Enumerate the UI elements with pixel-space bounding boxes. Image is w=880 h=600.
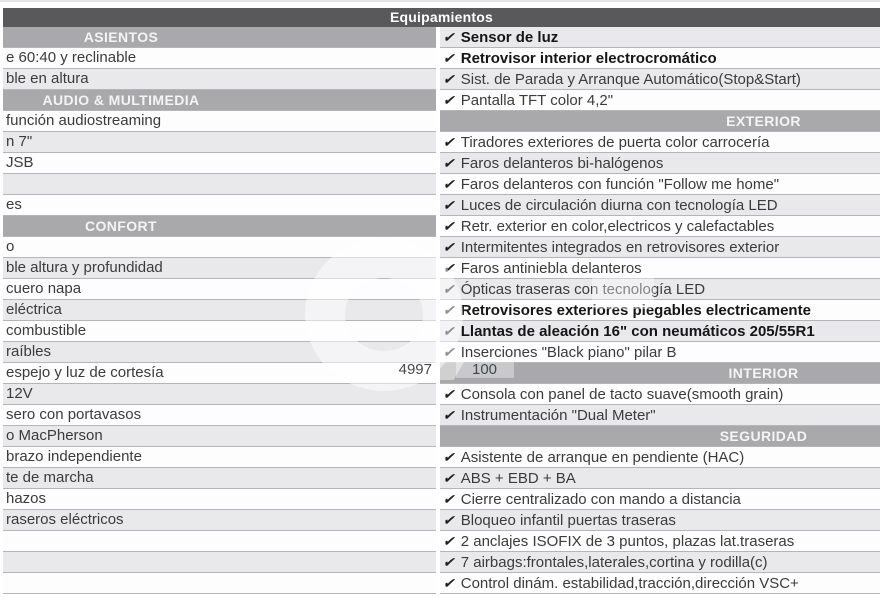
check-icon: ✔ — [442, 575, 458, 591]
feature-label: Retrovisores exteriores piegables electricamente — [460, 302, 811, 319]
feature-cell — [440, 489, 880, 510]
table-row — [3, 300, 880, 321]
feature-cell — [3, 489, 436, 510]
table-row — [3, 573, 880, 594]
check-icon: ✔ — [442, 92, 458, 108]
table-row — [3, 468, 880, 489]
feature-label: Cierre centralizado con mando a distancia — [460, 491, 741, 508]
check-icon: ✔ — [442, 470, 458, 486]
table-row — [3, 405, 880, 426]
table-row — [3, 216, 880, 237]
table-row — [3, 132, 880, 153]
feature-label: 12V — [6, 385, 33, 402]
feature-cell — [3, 384, 436, 405]
check-icon: ✔ — [442, 176, 458, 192]
feature-label: hazos — [6, 490, 47, 507]
check-icon: ✔ — [442, 323, 458, 339]
feature-cell — [440, 510, 880, 531]
feature-label: Sensor de luz — [460, 29, 559, 46]
feature-label: o — [6, 238, 15, 255]
check-icon: ✔ — [442, 218, 458, 234]
feature-label: 2 anclajes ISOFIX de 3 puntos, plazas lat.traseras — [460, 533, 795, 550]
feature-cell — [3, 573, 436, 594]
check-icon: ✔ — [442, 281, 458, 297]
check-icon: ✔ — [442, 134, 458, 150]
feature-cell — [3, 48, 436, 69]
feature-label: combustible — [6, 322, 87, 339]
feature-cell — [440, 531, 880, 552]
feature-label: Intermitentes integrados en retrovisores exterior — [460, 239, 780, 256]
feature-label: raíbles — [6, 343, 52, 360]
table-row — [3, 489, 880, 510]
table-row — [3, 90, 880, 111]
check-icon: ✔ — [442, 407, 458, 423]
feature-label: Instrumentación "Dual Meter" — [460, 407, 656, 424]
feature-label: eléctrica — [6, 301, 62, 318]
feature-label: cuero napa — [6, 280, 82, 297]
table-row — [3, 258, 880, 279]
feature-cell — [440, 279, 880, 300]
check-icon: ✔ — [442, 512, 458, 528]
check-icon: ✔ — [442, 260, 458, 276]
feature-cell — [3, 321, 436, 342]
feature-cell — [440, 48, 880, 69]
feature-cell — [440, 300, 880, 321]
feature-cell — [440, 132, 880, 153]
feature-cell — [440, 573, 880, 594]
feature-cell — [440, 216, 880, 237]
check-icon: ✔ — [442, 386, 458, 402]
feature-label: Bloqueo infantil puertas traseras — [460, 512, 676, 529]
feature-cell — [3, 153, 436, 174]
feature-label: Consola con panel de tacto suave(smooth grain) — [460, 386, 784, 403]
equipment-grid — [3, 27, 880, 594]
feature-cell — [3, 69, 436, 90]
feature-label: Faros delanteros con función "Follow me home" — [460, 176, 780, 193]
check-icon: ✔ — [442, 50, 458, 66]
check-icon: ✔ — [442, 155, 458, 171]
feature-cell — [440, 90, 880, 111]
section-header: AUDIO & MULTIMEDIA — [3, 90, 436, 111]
feature-label: Tiradores exteriores de puerta color carrocería — [460, 134, 770, 151]
check-icon: ✔ — [442, 491, 458, 507]
feature-cell — [440, 552, 880, 573]
table-row — [3, 363, 880, 384]
feature-cell — [3, 279, 436, 300]
feature-label: ble altura y profundidad — [6, 259, 163, 276]
feature-label: JSB — [6, 154, 34, 171]
check-icon: ✔ — [442, 71, 458, 87]
feature-label: ABS + EBD + BA — [460, 470, 576, 487]
feature-label: te de marcha — [6, 469, 94, 486]
feature-label: sero con portavasos — [6, 406, 142, 423]
check-icon: ✔ — [442, 554, 458, 570]
table-row — [3, 321, 880, 342]
section-header: EXTERIOR — [440, 111, 880, 132]
table-row — [3, 153, 880, 174]
feature-label: Sist. de Parada y Arranque Automático(Stop&Start) — [460, 71, 801, 88]
table-row — [3, 552, 880, 573]
section-header: INTERIOR — [440, 363, 880, 384]
feature-label: 7 airbags:frontales,laterales,cortina y rodilla(c) — [460, 554, 768, 571]
feature-label: e 60:40 y reclinable — [6, 49, 137, 66]
feature-cell — [440, 321, 880, 342]
table-row — [3, 447, 880, 468]
feature-cell — [3, 468, 436, 489]
feature-label: o MacPherson — [6, 427, 103, 444]
feature-label: Faros delanteros bi-halógenos — [460, 155, 664, 172]
table-row — [3, 531, 880, 552]
check-icon: ✔ — [442, 449, 458, 465]
check-icon: ✔ — [442, 533, 458, 549]
feature-label: Retr. exterior en color,electricos y calefactables — [460, 218, 775, 235]
table-row — [3, 510, 880, 531]
feature-cell — [3, 174, 436, 195]
table-row — [3, 426, 880, 447]
section-header: SEGURIDAD — [440, 426, 880, 447]
feature-label: Inserciones "Black piano" pilar B — [460, 344, 677, 361]
feature-cell — [3, 195, 436, 216]
feature-cell — [3, 447, 436, 468]
feature-cell — [440, 258, 880, 279]
feature-label: ble en altura — [6, 70, 89, 87]
page-title-label: Equipamientos — [390, 9, 493, 25]
overlay-number-left: 4997 — [398, 361, 432, 378]
table-row — [3, 48, 880, 69]
feature-cell — [440, 174, 880, 195]
table-row — [3, 384, 880, 405]
table-row — [3, 174, 880, 195]
feature-label: espejo y luz de cortesía — [6, 364, 164, 381]
table-row — [3, 69, 880, 90]
feature-cell — [3, 342, 436, 363]
feature-cell — [440, 237, 880, 258]
table-row — [3, 195, 880, 216]
check-icon: ✔ — [442, 302, 458, 318]
feature-label: brazo independiente — [6, 448, 142, 465]
feature-label: Faros antiniebla delanteros — [460, 260, 642, 277]
feature-cell — [3, 111, 436, 132]
feature-label: función audiostreaming — [6, 112, 162, 129]
feature-cell — [3, 237, 436, 258]
section-header: ASIENTOS — [3, 27, 436, 48]
feature-cell — [3, 531, 436, 552]
feature-cell — [440, 69, 880, 90]
table-row — [3, 279, 880, 300]
check-icon: ✔ — [442, 29, 458, 45]
feature-cell — [440, 405, 880, 426]
feature-cell — [440, 384, 880, 405]
feature-cell — [3, 258, 436, 279]
page-title — [3, 8, 880, 27]
feature-label: Ópticas traseras con tecnología LED — [460, 281, 706, 298]
feature-cell — [3, 300, 436, 321]
table-row — [3, 237, 880, 258]
feature-cell — [440, 27, 880, 48]
check-icon: ✔ — [442, 239, 458, 255]
feature-label: Luces de circulación diurna con tecnología LED — [460, 197, 778, 214]
feature-cell — [440, 447, 880, 468]
feature-cell — [3, 426, 436, 447]
feature-cell — [3, 405, 436, 426]
table-row — [3, 27, 880, 48]
top-divider — [0, 0, 880, 2]
feature-label: Llantas de aleación 16" con neumáticos 205/55R1 — [460, 323, 815, 340]
feature-cell — [3, 363, 436, 384]
table-row — [3, 342, 880, 363]
feature-cell — [3, 552, 436, 573]
overlay-number-right: 100 — [472, 361, 498, 378]
check-icon: ✔ — [442, 197, 458, 213]
section-header: CONFORT — [3, 216, 436, 237]
check-icon: ✔ — [442, 344, 458, 360]
feature-cell — [3, 510, 436, 531]
feature-cell — [3, 132, 436, 153]
feature-label: Control dinám. estabilidad,tracción,dirección VSC+ — [460, 575, 799, 592]
feature-cell — [440, 195, 880, 216]
feature-label: raseros eléctricos — [6, 511, 124, 528]
feature-label: Asistente de arranque en pendiente (HAC) — [460, 449, 745, 466]
feature-label: Retrovisor interior electrocromático — [460, 50, 717, 67]
feature-cell — [440, 153, 880, 174]
table-row — [3, 111, 880, 132]
feature-label: Pantalla TFT color 4,2" — [460, 92, 614, 109]
feature-label: n 7" — [6, 133, 33, 150]
feature-cell — [440, 468, 880, 489]
feature-label: es — [6, 196, 22, 213]
